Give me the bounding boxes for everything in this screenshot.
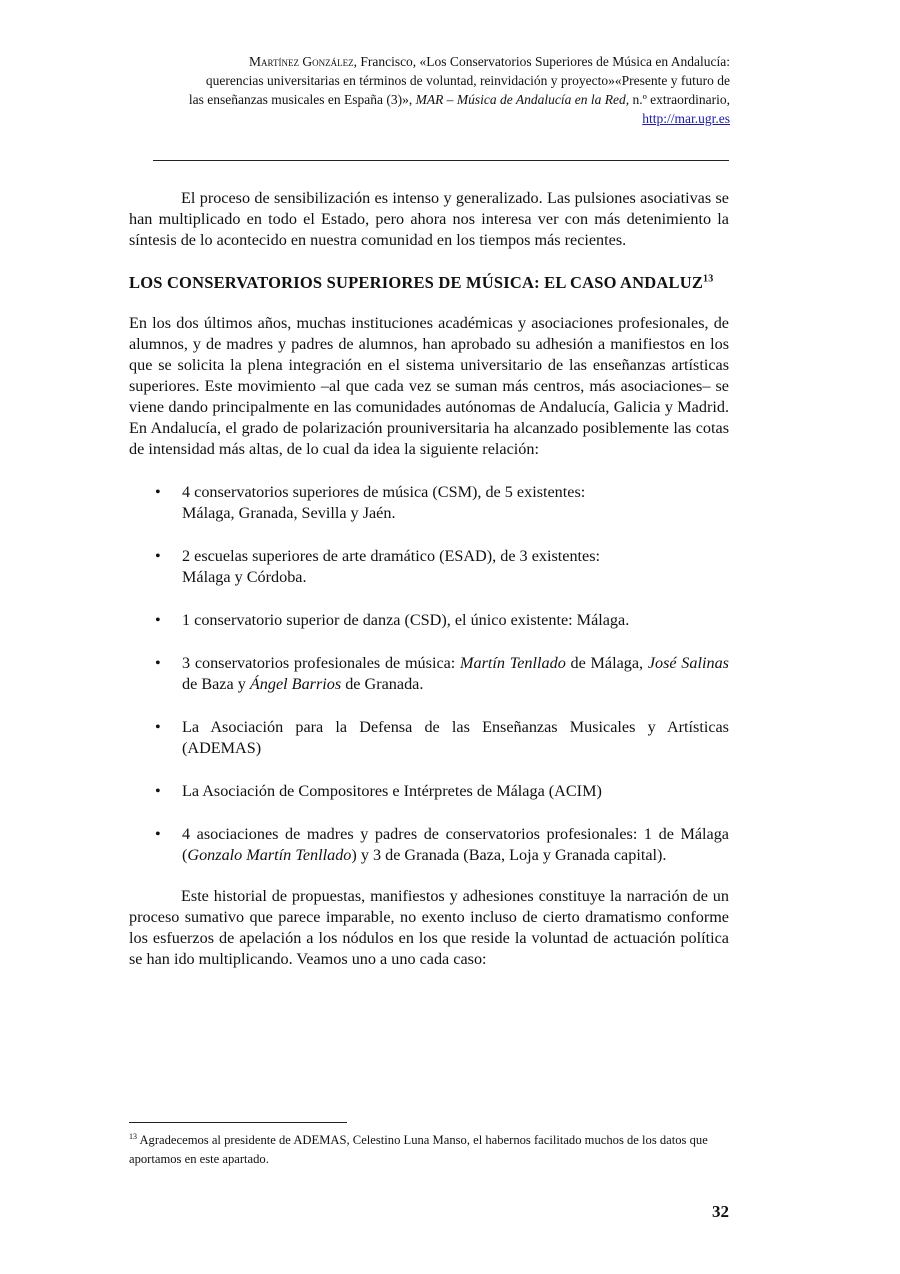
bullet: • [155, 782, 161, 800]
citation-header [140, 52, 730, 128]
main-text [129, 188, 729, 970]
bullet: • [155, 654, 161, 672]
list-item: • La Asociación para la Defensa de las Enseñanzas Musicales y Artísticas (ADEMAS) [155, 718, 729, 757]
bullet: • [155, 547, 161, 565]
journal-title: MAR – Música de Andalucía en la Red, [415, 92, 630, 107]
author-name: Martínez González [249, 54, 354, 69]
institution-list [129, 482, 729, 866]
page-number: 32 [712, 1202, 729, 1221]
intro-paragraph: El proceso de sensibilización es intenso y generalizado. Las pulsiones asociativas se han multiplicado en todo el Estado, pero ahora nos interesa ver con más detenimiento la síntesis de lo acontecido en nuestra comunidad en los tiempos más recientes. [129, 189, 729, 249]
citation-line-3: las enseñanzas musicales en España (3)», MAR – Música de Andalucía en la Red, n.º extraordinario, [188, 92, 730, 107]
citation-line-1: Martínez González, Francisco, «Los Conservatorios Superiores de Música en Andalucía: [249, 54, 730, 69]
list-item: • 4 asociaciones de madres y padres de conservatorios profesionales: 1 de Málaga (Gonzalo Martín Tenllado) y 3 de Granada (Baza, Loja y Granada capital). [155, 825, 729, 864]
list-item: • 4 conservatorios superiores de música (CSM), de 5 existentes: Málaga, Granada, Sevilla y Jaén. [155, 483, 586, 522]
list-item: • La Asociación de Compositores e Intérpretes de Málaga (ACIM) [155, 782, 602, 800]
header-rule [153, 160, 729, 161]
list-item: • 1 conservatorio superior de danza (CSD), el único existente: Málaga. [155, 611, 630, 629]
footnote-number: 13 [129, 1131, 137, 1141]
bullet: • [155, 825, 161, 843]
footnote-ref[interactable]: 13 [703, 273, 714, 285]
body-paragraph: En los dos últimos años, muchas instituciones académicas y asociaciones profesionales, de alumnos, y de madres y padres de alumnos, han aprobado su adhesión a manifiestos en los que se solicita la plena integración en el sistema universitario de las enseñanzas artísticas superiores. Este movimiento –al que cada vez se suman más centros, más asociaciones– se viene dando principalmente en las comunidades autónomas de Andalucía, Galicia y Madrid. En Andalucía, el grado de polarización prouniversitaria ha alcanzado posiblemente las cotas de intensidad más altas, de lo cual da idea la siguiente relación: [129, 314, 729, 458]
bullet: • [155, 718, 161, 736]
footnote-rule [129, 1122, 347, 1123]
bullet: • [155, 611, 161, 629]
list-item: • 3 conservatorios profesionales de música: Martín Tenllado de Málaga, José Salinas de Baza y Ángel Barrios de Granada. [155, 654, 729, 693]
section-heading: LOS CONSERVATORIOS SUPERIORES DE MÚSICA: EL CASO ANDALUZ$^{13}$ [129, 273, 714, 292]
journal-url-link[interactable]: http://mar.ugr.es [642, 111, 730, 126]
closing-paragraph: Este historial de propuestas, manifiestos y adhesiones constituye la narración de un proceso sumativo que parece imparable, no exento incluso de cierto dramatismo conforme los esfuerzos de apelación a los nódulos en los que reside la voluntad de actuación política se han ido multiplicando. Veamos uno a uno cada caso: [129, 887, 729, 968]
footnote: $^{13}$ Agradecemos al presidente de ADEMAS, Celestino Luna Manso, el habernos facilitado muchos de los datos que aportamos en este apartado. [129, 1131, 708, 1166]
list-item: • 2 escuelas superiores de arte dramático (ESAD), de 3 existentes: Málaga y Córdoba. [155, 547, 601, 586]
citation-line-2: querencias universitarias en términos de voluntad, reinvidación y proyecto»«Presente y futuro de [205, 73, 730, 88]
bullet: • [155, 483, 161, 501]
